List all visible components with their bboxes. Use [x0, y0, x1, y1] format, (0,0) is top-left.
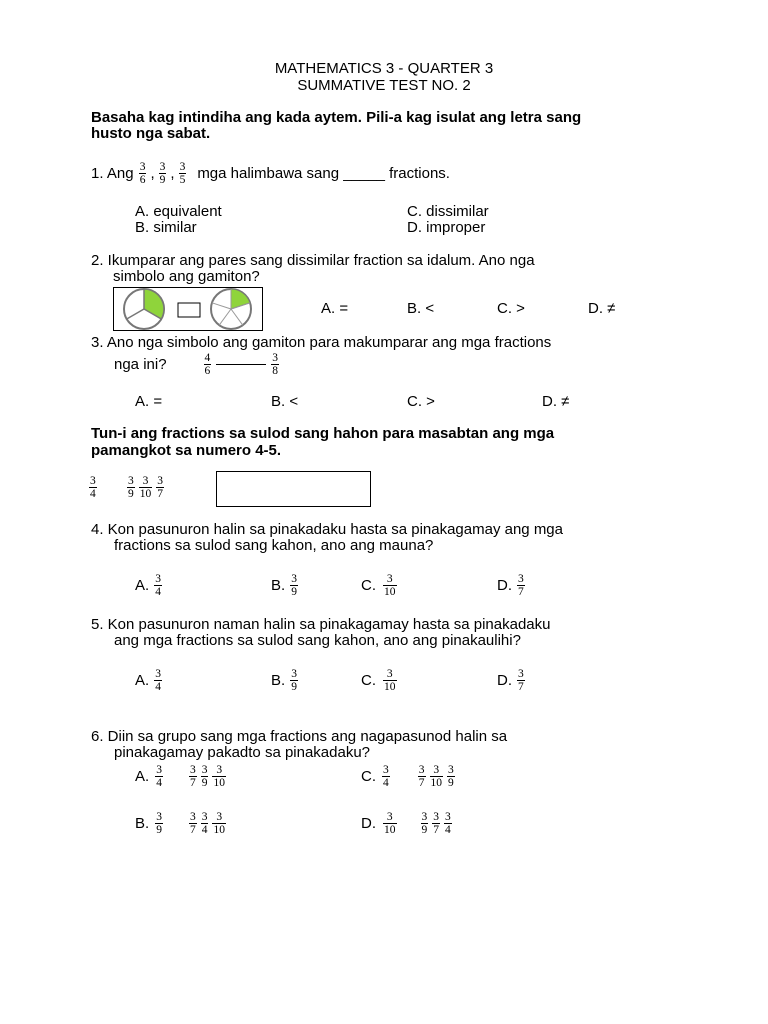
q4-choice-d[interactable]: D. $\frac{3}{7}$	[497, 572, 524, 598]
q1-prefix: 1. Ang	[91, 164, 134, 182]
question-5-line-2: ang mga fractions sa sulod sang kahon, ano ang pinakaulihi?	[114, 632, 521, 649]
q1-separator-1: ,	[150, 164, 155, 182]
question-3-line-1: 3. Ano nga simbolo ang gamiton para makumparar ang mga fractions	[91, 334, 552, 351]
q5-choice-c[interactable]: C. $\frac{3}{10}$	[361, 667, 396, 693]
question-6-line-2: pinakagamay pakadto sa pinakadaku?	[114, 744, 371, 761]
q1-choice-d[interactable]: D. improper	[407, 219, 486, 236]
q2-choice-d[interactable]: D. ≠	[588, 300, 616, 317]
q2-choice-a[interactable]: A. =	[321, 300, 349, 317]
q1-fraction-1: $\frac{3}{6}$	[139, 160, 146, 186]
comparison-blank-box	[178, 303, 200, 317]
question-6-line-1: 6. Diin sa grupo sang mga fractions ang nagapasunod halin sa	[91, 728, 508, 745]
q1-choice-a[interactable]: A. equivalent	[135, 203, 222, 220]
q5-choice-a[interactable]: A. $\frac{3}{4}$	[135, 667, 161, 693]
q1-fraction-3: $\frac{3}{5}$	[179, 160, 186, 186]
section-2-fraction-first: $\frac{3}{4}$	[90, 475, 96, 500]
q1-fraction-2: $\frac{3}{9}$	[159, 160, 166, 186]
q2-choice-c[interactable]: C. >	[497, 300, 525, 317]
q6-choice-a[interactable]: A. $\frac{3}{4}$ $\frac{3}{7}$ $\frac{3}{9}$ $\frac{3}{10}$	[135, 763, 225, 789]
section-2-line-1: Tun-i ang fractions sa sulod sang hahon para masabtan ang mga	[91, 425, 555, 442]
q3-choice-d[interactable]: D. ≠	[542, 393, 570, 410]
question-4-line-2: fractions sa sulod sang kahon, ano ang mauna?	[114, 537, 434, 554]
question-3-line-2	[114, 349, 280, 379]
q3-fraction-2: $\frac{3}{8}$	[272, 351, 279, 377]
q1-choice-c[interactable]: C. dissimilar	[407, 203, 489, 220]
q4-choice-a[interactable]: A. $\frac{3}{4}$	[135, 572, 161, 598]
question-2-line-1: 2. Ikumparar ang pares sang dissimilar fraction sa idalum. Ano nga	[91, 252, 535, 269]
q1-choice-b[interactable]: B. similar	[135, 219, 197, 236]
fraction-circles-box	[113, 287, 263, 331]
q4-choice-b[interactable]: B. $\frac{3}{9}$	[271, 572, 297, 598]
q6-choice-c[interactable]: C. $\frac{3}{4}$ $\frac{3}{7}$ $\frac{3}{10}$ $\frac{3}{9}$	[361, 763, 454, 789]
question-1-stem	[91, 158, 450, 188]
circle-right-icon	[211, 289, 251, 329]
title-line-1: MATHEMATICS 3 - QUARTER 3	[274, 60, 494, 77]
fraction-circles-illustration	[114, 288, 262, 330]
q1-suffix: mga halimbawa sang _____ fractions.	[197, 164, 450, 182]
question-2-line-2: simbolo ang gamiton?	[113, 268, 260, 285]
q6-choice-d[interactable]: D. $\frac{3}{10}$ $\frac{3}{9}$ $\frac{3}{7}$ $\frac{3}{4}$	[361, 810, 451, 836]
q6-choice-b[interactable]: B. $\frac{3}{9}$ $\frac{3}{7}$ $\frac{3}{4}$ $\frac{3}{10}$	[135, 810, 225, 836]
section-2-line-2: pamangkot sa numero 4-5.	[91, 442, 282, 459]
q3-fraction-1: $\frac{4}{6}$	[204, 351, 211, 377]
q5-choice-b[interactable]: B. $\frac{3}{9}$	[271, 667, 297, 693]
q3-text: nga ini?	[114, 355, 167, 373]
title-line-2: SUMMATIVE TEST NO. 2	[297, 77, 471, 94]
fractions-answer-box[interactable]	[216, 471, 371, 507]
instructions-line-1: Basaha kag intindiha ang kada aytem. Pili-a kag isulat ang letra sang	[91, 109, 582, 126]
q3-choice-b[interactable]: B. <	[271, 393, 299, 410]
instructions-line-2: husto nga sabat.	[91, 125, 211, 142]
q3-choice-c[interactable]: C. >	[407, 393, 435, 410]
q2-choice-b[interactable]: B. <	[407, 300, 435, 317]
question-4-line-1: 4. Kon pasunuron halin sa pinakadaku hasta sa pinakagamay ang mga	[91, 521, 563, 538]
q5-choice-d[interactable]: D. $\frac{3}{7}$	[497, 667, 524, 693]
q4-choice-c[interactable]: C. $\frac{3}{10}$	[361, 572, 396, 598]
q1-separator-2: ,	[170, 164, 175, 182]
q3-answer-blank[interactable]	[216, 364, 266, 365]
question-5-line-1: 5. Kon pasunuron naman halin sa pinakagamay hasta sa pinakadaku	[91, 616, 551, 633]
q3-choice-a[interactable]: A. =	[135, 393, 163, 410]
section-2-fraction-group: $\frac{3}{9}$ $\frac{3}{10}$ $\frac{3}{7}$	[128, 475, 163, 500]
circle-left-icon	[124, 289, 164, 329]
